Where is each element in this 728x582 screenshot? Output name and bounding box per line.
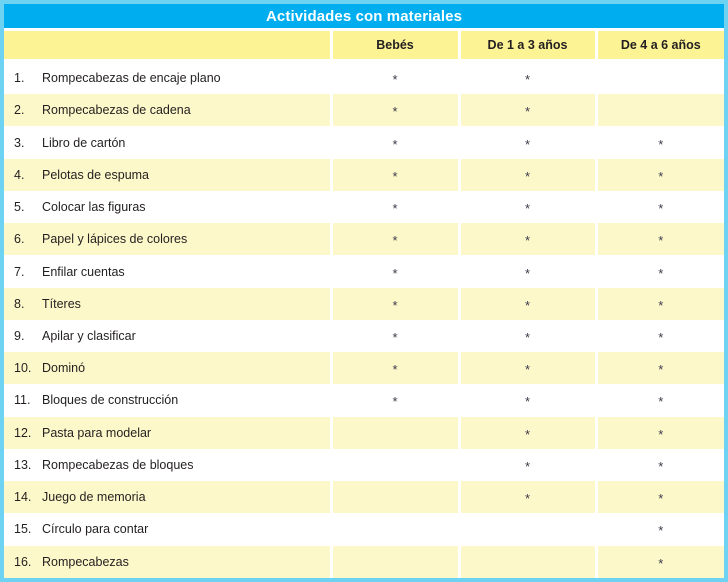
activity-name: Pasta para modelar [42,425,152,440]
table-row [4,417,724,449]
mark-cell-de-4-a-6-anos [596,288,724,320]
asterisk-mark: * [658,136,664,152]
table-row [4,255,724,287]
activity-name: Rompecabezas [42,554,129,569]
activity-name: Rompecabezas de cadena [42,103,191,118]
row-number: 14. [14,490,32,505]
row-number: 6. [14,232,25,247]
activity-name: Papel y lápices de colores [42,232,188,247]
mark-cell-de-4-a-6-anos [596,223,724,255]
activity-name: Rompecabezas de bloques [42,457,194,472]
activity-cell [4,320,331,352]
row-number: 5. [14,200,25,215]
asterisk-mark: * [392,168,398,184]
mark-cell-de-1-a-3-anos [459,546,596,578]
mark-cell-bebes [331,126,459,158]
mark-cell-de-4-a-6-anos [596,513,724,545]
row-number: 16. [14,554,32,569]
mark-cell-de-1-a-3-anos [459,191,596,223]
asterisk-mark: * [658,330,664,345]
row-number: 4. [14,167,25,182]
asterisk-mark: * [658,426,664,442]
asterisk-mark: * [524,394,531,410]
mark-cell-de-4-a-6-anos [596,449,724,481]
activity-name: Libro de cartón [42,135,126,150]
activity-cell [4,449,331,481]
mark-cell-de-1-a-3-anos [459,513,596,545]
mark-cell-de-4-a-6-anos [596,481,724,513]
activity-name: Bloques de construcción [42,393,179,408]
activity-name: Círculo para contar [42,522,149,537]
mark-cell-bebes [331,159,459,191]
mark-cell-de-4-a-6-anos [596,61,724,95]
asterisk-mark: * [658,201,664,217]
mark-cell-bebes [331,352,459,384]
asterisk-mark: * [392,265,398,281]
asterisk-mark: * [524,265,531,281]
asterisk-mark: * [392,201,398,217]
asterisk-mark: * [392,394,398,410]
mark-cell-bebes [331,223,459,255]
mark-cell-de-4-a-6-anos [596,320,724,352]
mark-cell-bebes [331,513,459,545]
activities-table [4,4,724,578]
row-number: 7. [14,264,25,279]
asterisk-mark: * [658,491,664,507]
table-row [4,61,724,95]
mark-cell-de-4-a-6-anos [596,384,724,416]
asterisk-mark: * [392,104,398,120]
row-number: 3. [14,135,25,150]
mark-cell-bebes [331,546,459,578]
asterisk-mark: * [658,362,664,378]
activity-name: Pelotas de espuma [42,167,150,182]
mark-cell-de-1-a-3-anos [459,449,596,481]
asterisk-mark: * [392,136,398,152]
asterisk-mark: * [658,458,664,474]
activity-cell [4,288,331,320]
activity-cell [4,417,331,449]
asterisk-mark: * [524,458,531,474]
mark-cell-de-4-a-6-anos [596,417,724,449]
asterisk-mark: * [524,426,531,442]
row-number: 11. [14,393,31,408]
asterisk-mark: * [392,362,398,378]
mark-cell-de-1-a-3-anos [459,481,596,513]
asterisk-mark: * [524,201,531,217]
asterisk-mark: * [392,72,398,88]
row-number: 13. [14,457,32,472]
table-row [4,320,724,352]
table-row [4,481,724,513]
table-row [4,94,724,126]
asterisk-mark: * [524,330,531,345]
activity-cell [4,255,331,287]
mark-cell-bebes [331,320,459,352]
asterisk-mark: * [524,104,531,120]
row-number: 12. [14,425,32,440]
mark-cell-bebes [331,61,459,95]
table-row [4,352,724,384]
asterisk-mark: * [524,297,531,313]
activity-cell [4,191,331,223]
activity-name: Dominó [42,361,86,376]
activity-name: Juego de memoria [42,490,146,505]
asterisk-mark: * [658,523,664,539]
asterisk-mark: * [524,233,531,249]
asterisk-mark: * [658,265,664,281]
row-number: 15. [14,522,32,537]
table-row [4,223,724,255]
activity-cell [4,513,331,545]
mark-cell-bebes [331,481,459,513]
mark-cell-de-1-a-3-anos [459,320,596,352]
table-body [4,61,724,579]
table-title: Actividades con materiales [4,4,724,30]
mark-cell-de-4-a-6-anos [596,159,724,191]
row-number: 1. [14,71,25,86]
table-row [4,384,724,416]
table-row [4,159,724,191]
table-row [4,126,724,158]
activity-cell [4,223,331,255]
table-row [4,288,724,320]
mark-cell-de-4-a-6-anos [596,191,724,223]
column-header-activity [4,30,331,61]
activity-cell [4,94,331,126]
row-number: 9. [14,329,25,343]
activity-name: Rompecabezas de encaje plano [42,71,221,86]
mark-cell-bebes [331,449,459,481]
asterisk-mark: * [392,330,398,345]
activity-cell [4,61,331,95]
table-title-row [4,4,724,30]
column-header-row [4,30,724,61]
mark-cell-de-1-a-3-anos [459,61,596,95]
row-number: 2. [14,103,25,118]
table-head [4,4,724,61]
row-number: 10. [14,361,32,376]
mark-cell-de-1-a-3-anos [459,255,596,287]
table-row [4,513,724,545]
mark-cell-de-1-a-3-anos [459,352,596,384]
mark-cell-bebes [331,191,459,223]
mark-cell-de-1-a-3-anos [459,384,596,416]
mark-cell-de-1-a-3-anos [459,417,596,449]
mark-cell-de-1-a-3-anos [459,288,596,320]
activity-cell [4,481,331,513]
asterisk-mark: * [658,168,664,184]
asterisk-mark: * [658,297,664,313]
table-row [4,191,724,223]
activity-name: Enfilar cuentas [42,264,125,279]
column-header-de-4-a-6-anos: De 4 a 6 años [596,30,724,61]
activity-cell [4,384,331,416]
mark-cell-de-4-a-6-anos [596,94,724,126]
mark-cell-de-4-a-6-anos [596,255,724,287]
asterisk-mark: * [392,233,398,249]
mark-cell-de-1-a-3-anos [459,94,596,126]
activity-cell [4,352,331,384]
mark-cell-de-1-a-3-anos [459,223,596,255]
mark-cell-de-4-a-6-anos [596,546,724,578]
column-header-bebes: Bebés [331,30,459,61]
asterisk-mark: * [524,72,531,88]
mark-cell-bebes [331,255,459,287]
activity-name: Colocar las figuras [42,200,146,215]
mark-cell-bebes [331,94,459,126]
mark-cell-de-1-a-3-anos [459,159,596,191]
mark-cell-de-4-a-6-anos [596,126,724,158]
activity-name: Apilar y clasificar [42,329,136,343]
asterisk-mark: * [392,297,398,313]
activity-cell [4,126,331,158]
mark-cell-bebes [331,417,459,449]
asterisk-mark: * [524,136,531,152]
activity-cell [4,159,331,191]
mark-cell-bebes [331,384,459,416]
table-row [4,546,724,578]
mark-cell-de-4-a-6-anos [596,352,724,384]
mark-cell-bebes [331,288,459,320]
table-row [4,449,724,481]
mark-cell-de-1-a-3-anos [459,126,596,158]
asterisk-mark: * [524,362,531,378]
activity-name: Títeres [42,296,81,311]
asterisk-mark: * [658,233,664,249]
asterisk-mark: * [658,394,664,410]
asterisk-mark: * [658,555,664,571]
asterisk-mark: * [524,491,531,507]
activity-cell [4,546,331,578]
column-header-de-1-a-3-anos: De 1 a 3 años [459,30,596,61]
asterisk-mark: * [524,168,531,184]
row-number: 8. [14,296,25,311]
